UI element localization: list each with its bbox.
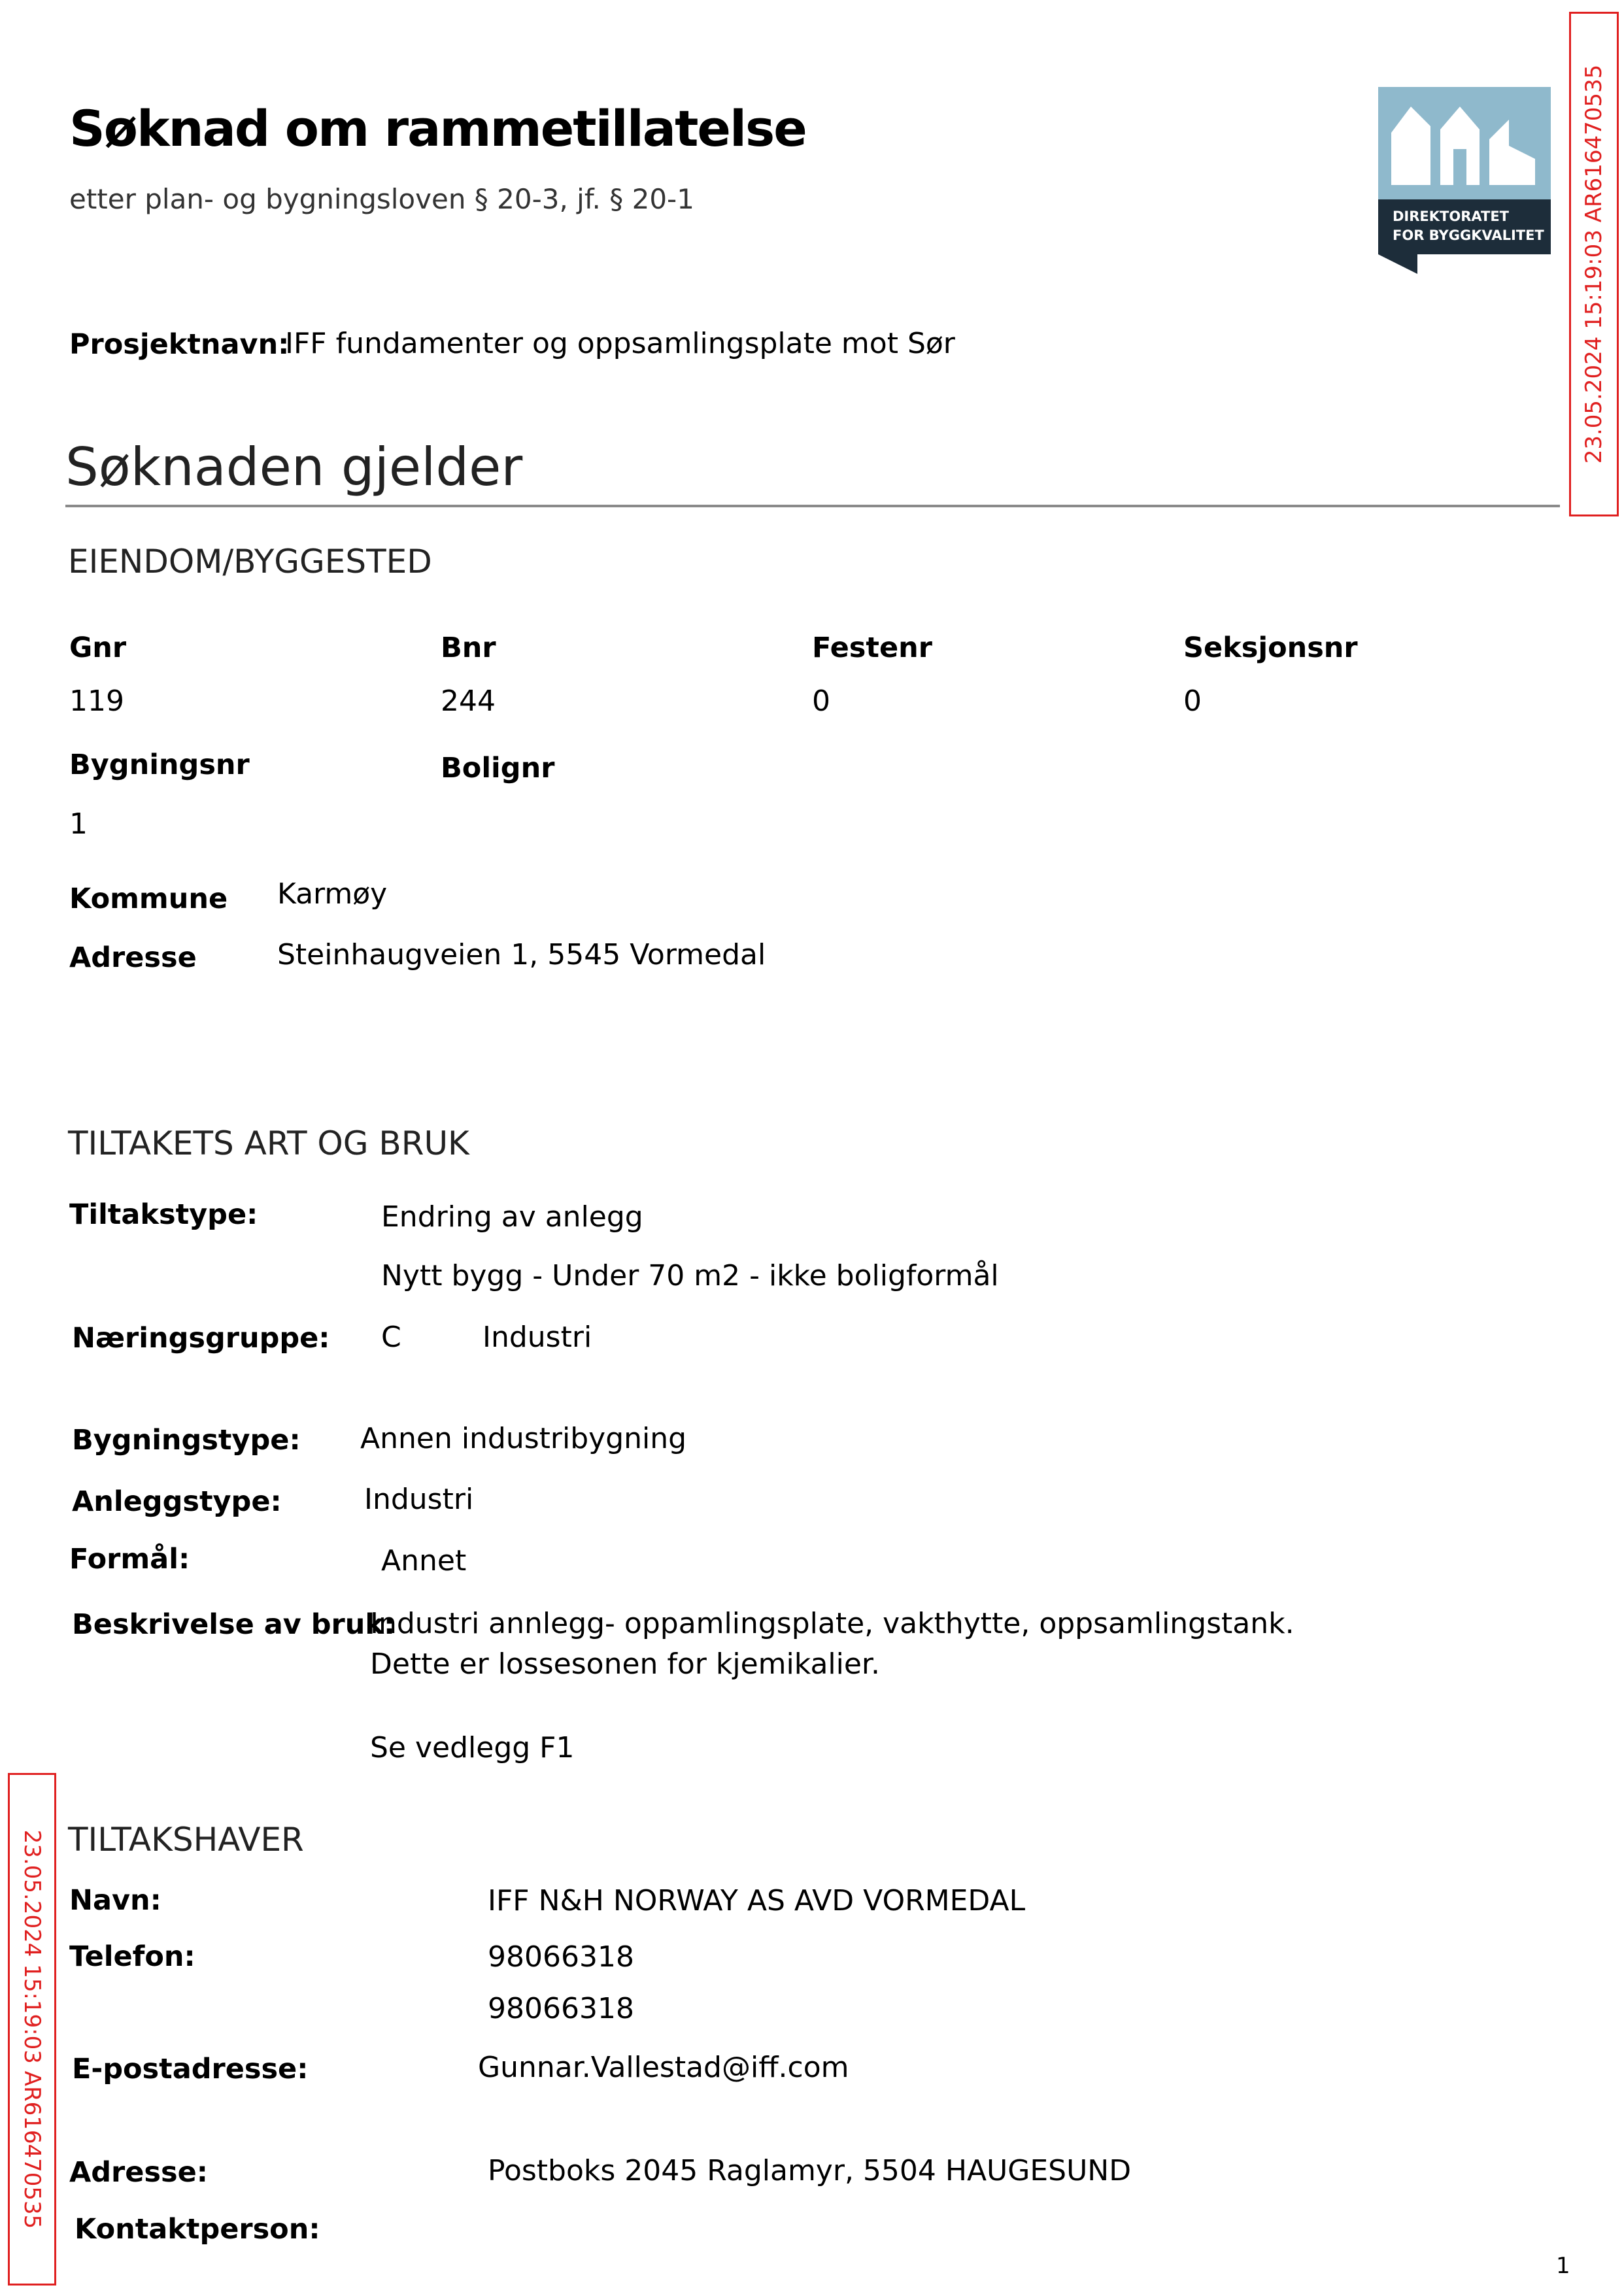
dibk-logo bbox=[1378, 87, 1551, 274]
owner-telefon-value-1: 98066318 bbox=[488, 1940, 634, 1974]
kommune-label: Kommune bbox=[69, 883, 228, 915]
kommune-value: Karmøy bbox=[277, 877, 388, 911]
section-heading-main: Søknaden gjelder bbox=[65, 437, 523, 498]
anleggstype-value: Industri bbox=[364, 1483, 474, 1516]
naeringsgruppe-code: C bbox=[381, 1321, 401, 1354]
owner-epost-value: Gunnar.Vallestad@iff.com bbox=[478, 2051, 849, 2084]
gnr-value: 119 bbox=[69, 684, 124, 718]
adresse-label: Adresse bbox=[69, 941, 197, 974]
document-title: Søknad om rammetillatelse bbox=[69, 99, 806, 158]
bygningstype-value: Annen industribygning bbox=[360, 1422, 687, 1455]
project-name-value: IFF fundamenter og oppsamlingsplate mot Sør bbox=[285, 327, 955, 360]
bnr-value: 244 bbox=[441, 684, 496, 718]
logo-line2: FOR BYGGKVALITET bbox=[1393, 228, 1544, 243]
owner-telefon-label: Telefon: bbox=[69, 1940, 195, 1973]
tiltakstype-value-2: Nytt bygg - Under 70 m2 - ikke boligformål bbox=[381, 1259, 999, 1292]
beskrivelse-line-3: Se vedlegg F1 bbox=[370, 1731, 575, 1764]
seksjonsnr-value: 0 bbox=[1183, 684, 1202, 718]
festenr-value: 0 bbox=[812, 684, 830, 718]
adresse-value: Steinhaugveien 1, 5545 Vormedal bbox=[277, 938, 766, 971]
owner-epost-label: E-postadresse: bbox=[72, 2053, 309, 2085]
logo-line1: DIREKTORATET bbox=[1393, 209, 1509, 224]
naeringsgruppe-label: Næringsgruppe: bbox=[72, 1322, 330, 1355]
owner-telefon-value-2: 98066318 bbox=[488, 1992, 634, 2025]
measure-heading: TILTAKETS ART OG BRUK bbox=[68, 1124, 469, 1162]
formal-label: Formål: bbox=[69, 1543, 190, 1576]
page-number: 1 bbox=[1556, 2253, 1570, 2279]
property-heading: EIENDOM/BYGGESTED bbox=[68, 543, 432, 581]
owner-kontakt-label: Kontaktperson: bbox=[75, 2213, 320, 2246]
project-name-label: Prosjektnavn: bbox=[69, 328, 290, 361]
tiltakstype-value-1: Endring av anlegg bbox=[381, 1200, 643, 1234]
archive-stamp-top-text: 23.05.2024 15:19:03 AR616470535 bbox=[1581, 64, 1607, 464]
beskrivelse-line-1: Industri annlegg- oppamlingsplate, vakthytte, oppsamlingstank. bbox=[370, 1607, 1294, 1640]
festenr-label: Festenr bbox=[812, 632, 932, 664]
formal-value: Annet bbox=[381, 1544, 467, 1577]
owner-navn-value: IFF N&H NORWAY AS AVD VORMEDAL bbox=[488, 1884, 1026, 1917]
anleggstype-label: Anleggstype: bbox=[72, 1485, 282, 1518]
archive-stamp-left bbox=[8, 1773, 56, 2286]
naeringsgruppe-name: Industri bbox=[482, 1321, 592, 1354]
bolignr-label: Bolignr bbox=[441, 752, 555, 784]
bygningsnr-value: 1 bbox=[69, 807, 88, 841]
beskrivelse-label: Beskrivelse av bruk: bbox=[72, 1608, 396, 1641]
owner-heading: TILTAKSHAVER bbox=[68, 1821, 304, 1859]
bygningsnr-label: Bygningsnr bbox=[69, 749, 250, 781]
bnr-label: Bnr bbox=[441, 632, 496, 664]
seksjonsnr-label: Seksjonsnr bbox=[1183, 632, 1358, 664]
owner-adresse-value: Postboks 2045 Raglamyr, 5504 HAUGESUND bbox=[488, 2154, 1132, 2187]
owner-adresse-label: Adresse: bbox=[69, 2156, 208, 2189]
owner-navn-label: Navn: bbox=[69, 1884, 161, 1917]
archive-stamp-left-text: 23.05.2024 15:19:03 AR616470535 bbox=[19, 1829, 45, 2229]
bygningstype-label: Bygningstype: bbox=[72, 1424, 301, 1457]
gnr-label: Gnr bbox=[69, 632, 127, 664]
document-subtitle: etter plan- og bygningsloven § 20-3, jf. § 20-1 bbox=[69, 183, 694, 215]
beskrivelse-line-2: Dette er lossesonen for kjemikalier. bbox=[370, 1647, 880, 1681]
tiltakstype-label: Tiltakstype: bbox=[69, 1198, 258, 1231]
heading-rule bbox=[65, 505, 1560, 507]
archive-stamp-top bbox=[1569, 12, 1619, 516]
